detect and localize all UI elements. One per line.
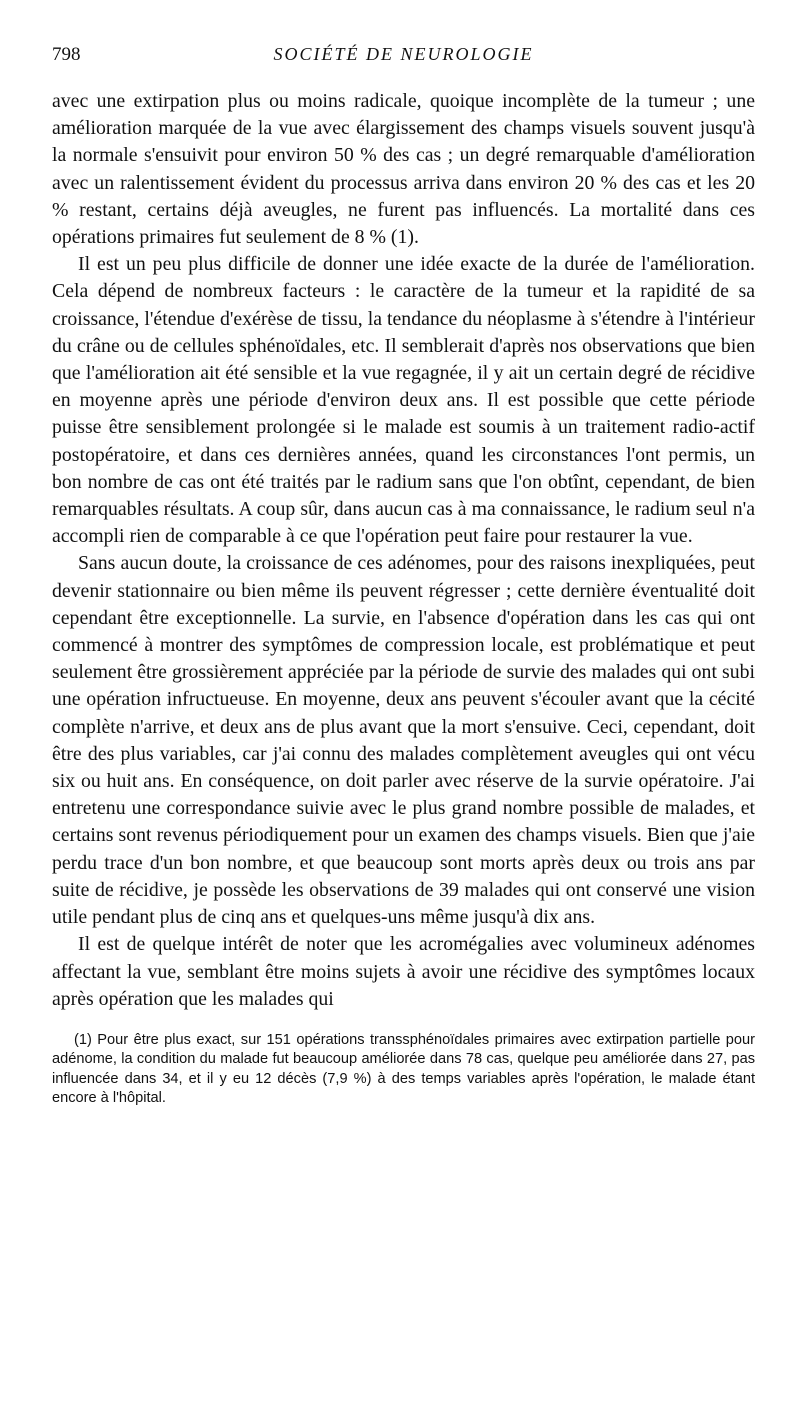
paragraph-3: Sans aucun doute, la croissance de ces adénomes, pour des raisons inexpliquées, peut devenir stationnaire ou bien même ils peuvent régresser ; cette dernière éventualité doit cependant être exceptionnelle. La survie, en l'absence d'opération dans les cas qui ont commencé à montrer des symptômes de compression locale, est problématique et peut seulement être grossièrement appréciée par la période de survie des malades qui ont subi une opération infructueuse. En moyenne, deux ans peuvent s'écouler avant que la cécité complète n'arrive, et deux ans de plus avant que la mort s'ensuive. Ceci, cependant, doit être des plus variables, car j'ai connu des malades complètement aveugles qui ont vécu six ou huit ans. En conséquence, on doit parler avec réserve de la survie opératoire. J'ai entretenu une correspondance suivie avec le plus grand nombre possible de malades, et certains sont revenus périodiquement pour un examen des champs visuels. Bien que j'aie perdu trace d'un bon nombre, et que beaucoup sont morts après deux ou trois ans par suite de récidive, je possède les observations de 39 malades qui ont conservé une vision utile pendant plus de cinq ans et quelques-uns même jusqu'à dix ans. (52, 552, 755, 929)
page-number: 798 (52, 44, 81, 65)
footnote: (1) Pour être plus exact, sur 151 opérations transsphénoïdales primaires avec extirpation partielle pour adénome, la condition du malade fut beaucoup améliorée dans 78 cas, quelque peu améliorée dans 27, pas influencée dans 34, et il y eu 12 décès (7,9 %) à des temps variables après l'opération, le malade étant encore à l'hôpital. (52, 1031, 755, 1107)
paragraph-1: avec une extirpation plus ou moins radicale, quoique incomplète de la tumeur ; une amélioration marquée de la vue avec élargissement des champs visuels souvent jusqu'à la normale s'ensuivit pour environ 50 % des cas ; un degré remarquable d'amélioration avec un ralentissement évident du processus arriva dans environ 20 % des cas et les 20 % restant, certains déjà aveugles, ne furent pas influencés. La mortalité dans ces opérations primaires fut seulement de 8 % (1). (52, 90, 755, 249)
running-head (52, 44, 755, 72)
journal-title: SOCIÉTÉ DE NEUROLOGIE (273, 44, 534, 64)
paragraph-4: Il est de quelque intérêt de noter que les acromégalies avec volumineux adénomes affectant la vue, semblant être moins sujets à avoir une récidive des symptômes locaux après opération que les malades qui (52, 933, 755, 1010)
page (52, 44, 755, 1109)
body-text (52, 88, 755, 1013)
paragraph-2: Il est un peu plus difficile de donner une idée exacte de la durée de l'amélioration. Cela dépend de nombreux facteurs : le caractère de la tumeur et la rapidité de sa croissance, l'étendue d'exérèse de tissu, la tendance du néoplasme à s'étendre à l'intérieur du crâne ou de cellules sphénoïdales, etc. Il semblerait d'après nos observations que bien que l'amélioration ait été sensible et la vue regagnée, il y ait un certain degré de récidive en moyenne après une période d'environ deux ans. Il est possible que cette période puisse être sensiblement prolongée si le malade est soumis à un traitement radio-actif postopératoire, et dans ces dernières années, quand les circonstances l'ont permis, un bon nombre de cas ont été traités par le radium sans que l'on obtînt, cependant, de bien remarquables résultats. A coup sûr, dans aucun cas à ma connaissance, le radium seul n'a accompli rien de comparable à ce que l'opération peut faire pour restaurer la vue. (52, 253, 755, 548)
